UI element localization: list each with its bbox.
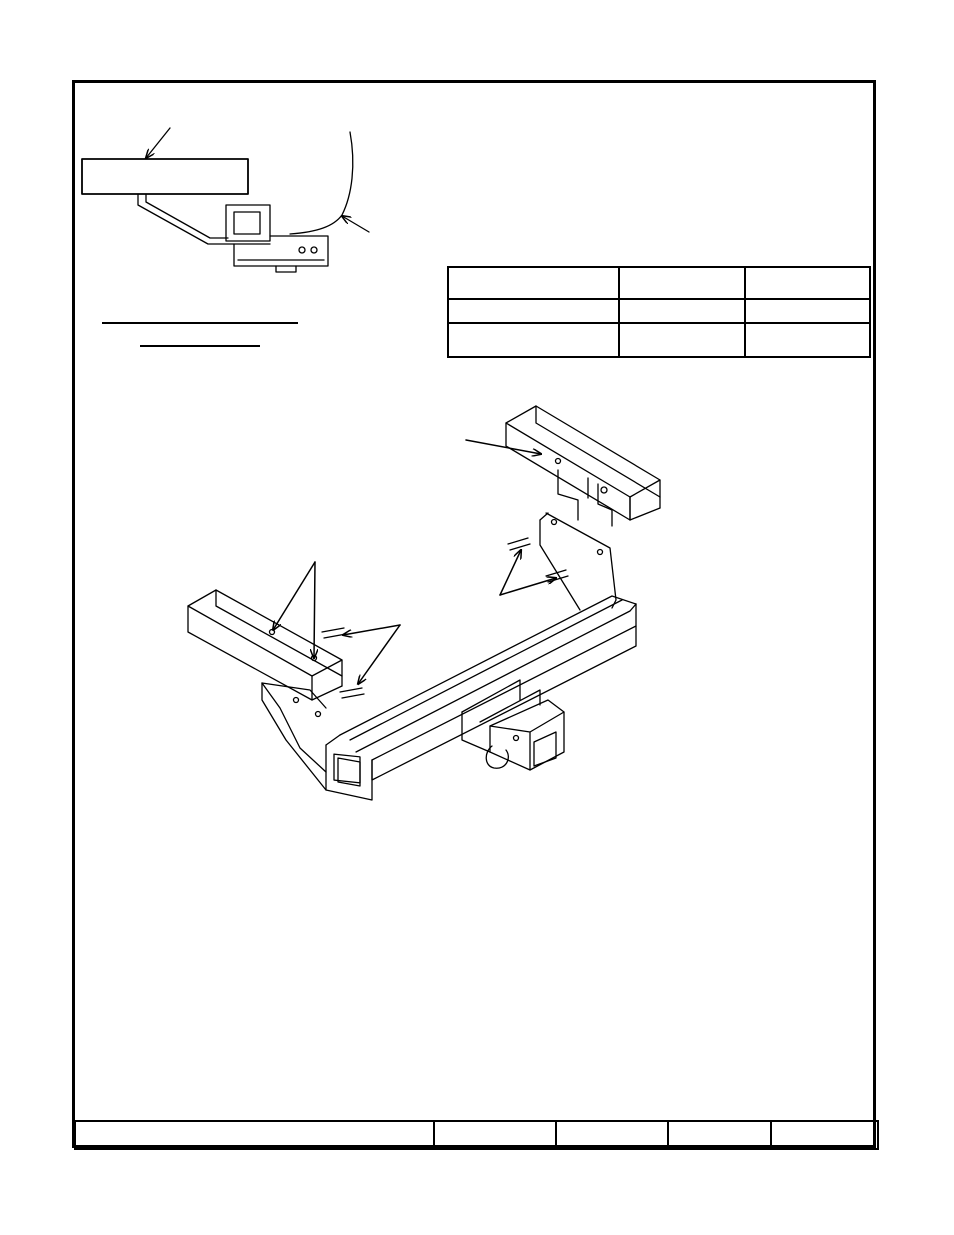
torque-cell <box>448 299 619 323</box>
torque-cell <box>619 299 744 323</box>
footer-title-block <box>74 1120 879 1150</box>
torque-table-header-row <box>448 267 870 299</box>
callout-arrows <box>273 440 556 684</box>
caption-underline-1 <box>102 322 298 324</box>
footer-cell <box>771 1121 878 1149</box>
torque-table-row <box>448 299 870 323</box>
torque-header-cell <box>448 267 619 299</box>
torque-header-cell <box>745 267 870 299</box>
footer-cell <box>556 1121 668 1149</box>
torque-table <box>447 266 871 358</box>
footer-cell <box>75 1121 434 1149</box>
torque-cell <box>745 299 870 323</box>
hitch-body-drawing <box>262 513 636 800</box>
torque-header-cell <box>619 267 744 299</box>
footer-cell <box>668 1121 772 1149</box>
right-frame-rail-drawing <box>506 406 660 526</box>
bolt-hardware-drawing <box>322 538 568 698</box>
torque-table-row <box>448 323 870 357</box>
caption-underline-2 <box>140 345 260 347</box>
torque-cell <box>619 323 744 357</box>
torque-cell <box>745 323 870 357</box>
footer-cell <box>434 1121 556 1149</box>
torque-cell <box>448 323 619 357</box>
side-view-drawing <box>82 128 369 272</box>
